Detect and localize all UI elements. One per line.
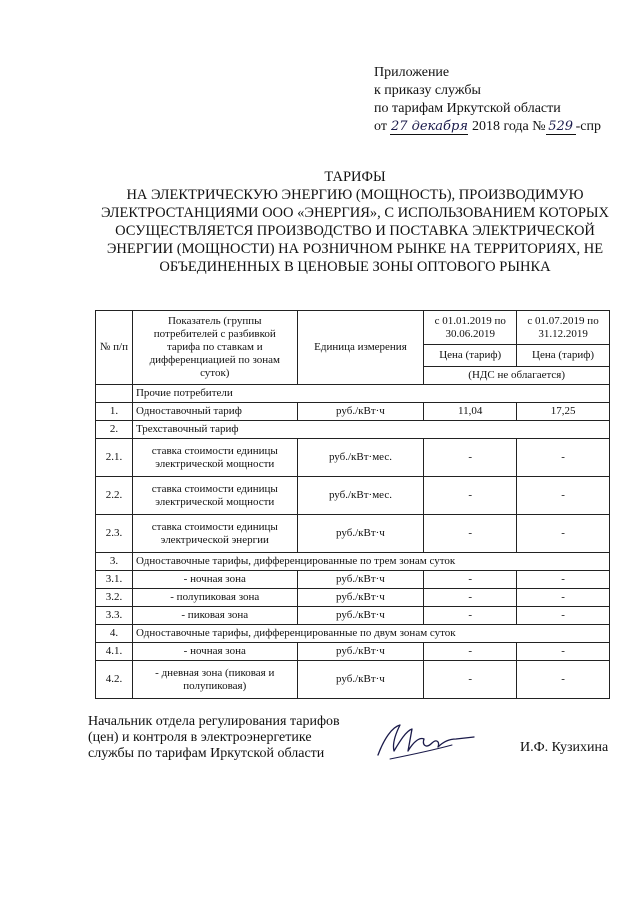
- signature-position: [88, 714, 388, 762]
- table-row: [96, 661, 610, 699]
- handwritten-signature-icon: [370, 715, 480, 765]
- row-name: - пиковая зона: [132, 607, 297, 625]
- position-line-2: (цен) и контроля в электроэнергетике: [88, 730, 312, 745]
- row-name: ставка стоимости единицы электрической мощности: [132, 439, 297, 477]
- row-unit: руб./кВт·ч: [297, 571, 424, 589]
- row-name: - полупиковая зона: [132, 589, 297, 607]
- row-value-1: -: [424, 589, 517, 607]
- section-other-consumers: Прочие потребители: [132, 385, 609, 403]
- table-row: [96, 607, 610, 625]
- appendix-block: [374, 64, 601, 136]
- header-indicator: Показатель (группы потребителей с разбивкой тарифа по ставкам и дифференциацией по зонам суток): [132, 311, 297, 385]
- row-name: - ночная зона: [132, 643, 297, 661]
- row-name: Одноставочные тарифы, дифференцированные по трем зонам суток: [132, 553, 609, 571]
- row-name: - ночная зона: [132, 571, 297, 589]
- order-suffix: -спр: [575, 119, 601, 134]
- row-unit: руб./кВт·ч: [297, 515, 424, 553]
- row-name: ставка стоимости единицы электрической мощности: [132, 477, 297, 515]
- row-num: 2.: [96, 421, 133, 439]
- row-num: 3.: [96, 553, 133, 571]
- row-unit: руб./кВт·ч: [297, 643, 424, 661]
- tariffs-table: [95, 310, 610, 699]
- table-row: [96, 553, 610, 571]
- position-line-1: Начальник отдела регулирования тарифов: [88, 714, 340, 729]
- row-name: Одноставочный тариф: [132, 403, 297, 421]
- position-line-3: службы по тарифам Иркутской области: [88, 746, 325, 761]
- table-row: [96, 571, 610, 589]
- row-unit: руб./кВт·мес.: [297, 477, 424, 515]
- row-value-2: -: [517, 607, 610, 625]
- row-num: 3.1.: [96, 571, 133, 589]
- row-value-2: -: [517, 643, 610, 661]
- header-num: № п/п: [96, 311, 133, 385]
- row-unit: руб./кВт·ч: [297, 403, 424, 421]
- table-row: [96, 589, 610, 607]
- table-row: [96, 477, 610, 515]
- appendix-date-line: [374, 118, 601, 136]
- row-value-1: 11,04: [424, 403, 517, 421]
- row-value-2: -: [517, 477, 610, 515]
- row-num: 3.3.: [96, 607, 133, 625]
- row-value-1: -: [424, 515, 517, 553]
- header-vat: (НДС не облагается): [424, 367, 610, 385]
- signatory-name: И.Ф. Кузихина: [520, 740, 609, 755]
- table-row: [96, 625, 610, 643]
- title-subheading: НА ЭЛЕКТРИЧЕСКУЮ ЭНЕРГИЮ (МОЩНОСТЬ), ПРОИЗВОДИМУЮ ЭЛЕКТРОСТАНЦИЯМИ ООО «ЭНЕРГИЯ», С ИСПОЛЬЗОВАНИЕМ КОТОРЫХ ОСУЩЕСТВЛЯЕТСЯ ПРОИЗВОДСТВО И ПОСТАВКА ЭЛЕКТРИЧЕСКОЙ ЭНЕРГИИ (МОЩНОСТИ) НА РОЗНИЧНОМ РЫНКЕ НА ТЕРРИТОРИЯХ, НЕ ОБЪЕДИНЕННЫХ В ЦЕНОВЫЕ ЗОНЫ ОПТОВОГО РЫНКА: [100, 187, 610, 275]
- header-unit: Единица измерения: [297, 311, 424, 385]
- title-heading: ТАРИФЫ: [324, 169, 386, 185]
- row-num: 4.2.: [96, 661, 133, 699]
- row-num: 4.1.: [96, 643, 133, 661]
- table-row: [96, 643, 610, 661]
- table-row: [96, 403, 610, 421]
- row-num: 2.2.: [96, 477, 133, 515]
- row-name: Одноставочные тарифы, дифференцированные по двум зонам суток: [132, 625, 609, 643]
- row-value-1: -: [424, 439, 517, 477]
- row-value-1: -: [424, 477, 517, 515]
- row-num: 3.2.: [96, 589, 133, 607]
- appendix-line-2: к приказу службы: [374, 83, 481, 98]
- row-num: 4.: [96, 625, 133, 643]
- row-unit: руб./кВт·ч: [297, 607, 424, 625]
- row-value-1: -: [424, 607, 517, 625]
- row-num: 2.1.: [96, 439, 133, 477]
- appendix-line-1: Приложение: [374, 65, 450, 80]
- row-value-1: -: [424, 643, 517, 661]
- row-name: ставка стоимости единицы электрической энергии: [132, 515, 297, 553]
- row-value-1: -: [424, 661, 517, 699]
- header-period-2: с 01.07.2019 по 31.12.2019: [517, 311, 610, 345]
- handwritten-order-number: 529: [546, 119, 576, 135]
- row-unit: руб./кВт·ч: [297, 589, 424, 607]
- header-price-2: Цена (тариф): [517, 345, 610, 367]
- table-row: [96, 421, 610, 439]
- row-num: 2.3.: [96, 515, 133, 553]
- table-row: [96, 439, 610, 477]
- row-unit: руб./кВт·ч: [297, 661, 424, 699]
- row-name: - дневная зона (пиковая и полупиковая): [132, 661, 297, 699]
- header-price-1: Цена (тариф): [424, 345, 517, 367]
- table-row: [96, 515, 610, 553]
- date-year: 2018 года №: [471, 119, 546, 134]
- appendix-line-3: по тарифам Иркутской области: [374, 101, 561, 116]
- table-section-row: [96, 385, 610, 403]
- row-value-2: 17,25: [517, 403, 610, 421]
- header-period-1: с 01.01.2019 по 30.06.2019: [424, 311, 517, 345]
- row-value-2: -: [517, 439, 610, 477]
- row-value-2: -: [517, 589, 610, 607]
- date-prefix: от: [374, 119, 387, 134]
- row-name: Трехставочный тариф: [132, 421, 609, 439]
- row-unit: руб./кВт·мес.: [297, 439, 424, 477]
- document-title: [100, 168, 610, 276]
- row-value-2: -: [517, 571, 610, 589]
- row-value-2: -: [517, 661, 610, 699]
- row-num: 1.: [96, 403, 133, 421]
- row-value-2: -: [517, 515, 610, 553]
- handwritten-date: 27 декабря: [390, 119, 468, 134]
- row-value-1: -: [424, 571, 517, 589]
